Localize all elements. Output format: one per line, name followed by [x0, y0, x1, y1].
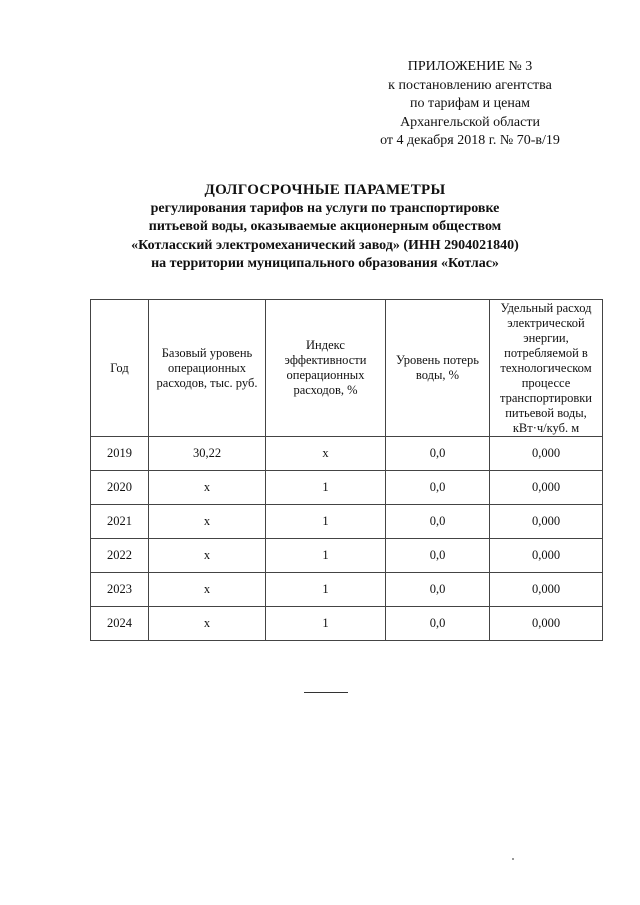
cell-base-expenses: х	[149, 471, 266, 505]
document-heading	[70, 181, 580, 274]
cell-water-loss: 0,0	[386, 437, 490, 471]
header-water-loss: Уровень потерь воды, %	[386, 300, 490, 437]
table-header-row	[91, 300, 603, 437]
cell-efficiency-index: 1	[266, 573, 386, 607]
document-title: ДОЛГОСРОЧНЫЕ ПАРАМЕТРЫ	[204, 182, 446, 198]
cell-efficiency-index: 1	[266, 471, 386, 505]
cell-base-expenses: х	[149, 539, 266, 573]
cell-efficiency-index: 1	[266, 539, 386, 573]
appendix-line: к постановлению агентства	[388, 77, 552, 93]
table-row	[91, 437, 603, 471]
header-year: Год	[91, 300, 149, 437]
cell-water-loss: 0,0	[386, 539, 490, 573]
cell-energy-consumption: 0,000	[490, 573, 603, 607]
cell-water-loss: 0,0	[386, 607, 490, 641]
table-row	[91, 505, 603, 539]
appendix-line: ПРИЛОЖЕНИЕ № 3	[407, 59, 533, 74]
cell-efficiency-index: х	[266, 437, 386, 471]
cell-energy-consumption: 0,000	[490, 437, 603, 471]
cell-base-expenses: х	[149, 607, 266, 641]
cell-energy-consumption: 0,000	[490, 539, 603, 573]
closing-divider	[304, 692, 348, 693]
table-row	[91, 471, 603, 505]
table-row	[91, 539, 603, 573]
heading-line: «Котласский электромеханический завод» (ИНН 2904021840)	[131, 237, 519, 253]
appendix-line: Архангельской области	[400, 114, 540, 130]
appendix-line: по тарифам и ценам	[410, 96, 530, 111]
cell-year: 2024	[91, 607, 149, 641]
parameters-table	[90, 299, 603, 641]
header-efficiency-index: Индекс эффективности операционных расходов, %	[266, 300, 386, 437]
cell-water-loss: 0,0	[386, 471, 490, 505]
cell-year: 2022	[91, 539, 149, 573]
cell-year: 2023	[91, 573, 149, 607]
header-base-expenses: Базовый уровень операционных расходов, тыс. руб.	[149, 300, 266, 437]
header-energy-consumption: Удельный расход электрической энергии, потребляемой в технологическом процессе транспортировки питьевой воды, кВт·ч/куб. м	[490, 300, 603, 437]
cell-year: 2020	[91, 471, 149, 505]
cell-efficiency-index: 1	[266, 505, 386, 539]
heading-line: регулирования тарифов на услуги по транспортировке	[150, 200, 500, 216]
cell-base-expenses: 30,22	[149, 437, 266, 471]
cell-year: 2019	[91, 437, 149, 471]
heading-line: питьевой воды, оказываемые акционерным обществом	[148, 219, 502, 234]
appendix-line: от 4 декабря 2018 г. № 70-в/19	[380, 133, 560, 148]
appendix-block	[340, 58, 600, 151]
cell-energy-consumption: 0,000	[490, 607, 603, 641]
cell-water-loss: 0,0	[386, 573, 490, 607]
cell-base-expenses: х	[149, 573, 266, 607]
table-row	[91, 573, 603, 607]
cell-water-loss: 0,0	[386, 505, 490, 539]
table-row	[91, 607, 603, 641]
cell-base-expenses: х	[149, 505, 266, 539]
cell-energy-consumption: 0,000	[490, 505, 603, 539]
scan-speck	[512, 858, 514, 860]
heading-line: на территории муниципального образования «Котлас»	[151, 256, 499, 271]
cell-energy-consumption: 0,000	[490, 471, 603, 505]
cell-efficiency-index: 1	[266, 607, 386, 641]
cell-year: 2021	[91, 505, 149, 539]
